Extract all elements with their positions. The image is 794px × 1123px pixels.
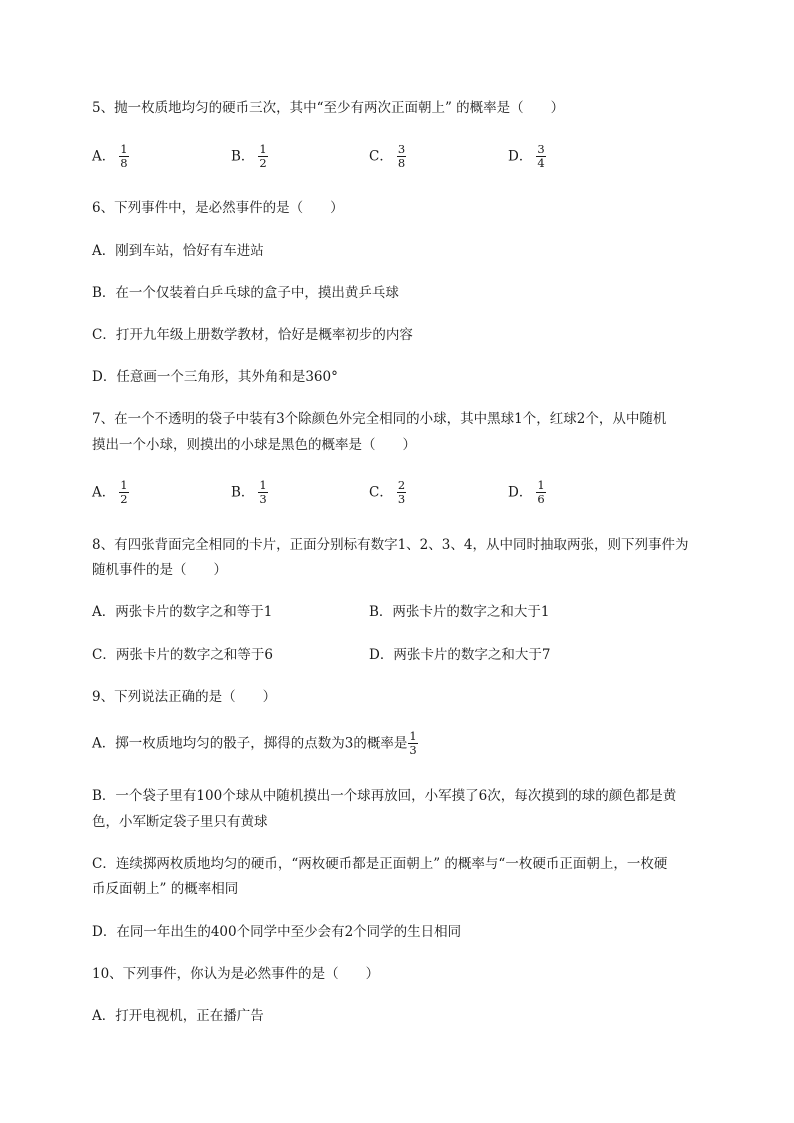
q6-option-b[interactable]: B．在一个仅装着白乒乓球的盒子中，摸出黄乒乓球	[92, 285, 399, 301]
option-label: B．	[231, 148, 255, 165]
option-label: D．	[508, 484, 533, 501]
q9-option-b-line2[interactable]: 色，小军断定袋子里只有黄球	[92, 814, 268, 830]
option-label: A．	[92, 148, 116, 165]
fraction	[119, 479, 128, 506]
option-label: B．	[231, 484, 255, 501]
numerator: 1	[120, 142, 128, 156]
q7-stem-line1: 7、在一个不透明的袋子中装有3个除颜色外完全相同的小球，其中黑球1个，红球2个，从中随机	[92, 411, 667, 427]
fraction	[536, 143, 545, 170]
q7-stem-line2: 摸出一个小球，则摸出的小球是黑色的概率是（ ）	[92, 437, 416, 453]
numerator: 3	[397, 142, 406, 156]
fraction	[258, 479, 267, 506]
q6-stem: 6、下列事件中，是必然事件的是（ ）	[92, 200, 344, 216]
fraction	[397, 143, 406, 170]
q7-option-b[interactable]	[231, 479, 268, 506]
fraction	[536, 479, 545, 506]
fraction	[397, 479, 406, 506]
denominator: 6	[537, 492, 545, 506]
q9-option-c-line2[interactable]: 币反面朝上” 的概率相同	[92, 881, 239, 897]
q5-option-c[interactable]	[369, 143, 406, 170]
q9-stem: 9、下列说法正确的是（ ）	[92, 689, 277, 705]
denominator: 3	[259, 492, 267, 506]
denominator: 2	[120, 492, 128, 506]
q10-option-a[interactable]: A．打开电视机，正在播广告	[92, 1008, 264, 1024]
q8-option-a[interactable]: A．两张卡片的数字之和等于1	[92, 604, 273, 620]
numerator: 1	[409, 729, 417, 743]
denominator: 3	[409, 743, 417, 757]
numerator: 2	[397, 478, 406, 492]
numerator: 1	[259, 142, 267, 156]
q7-option-a[interactable]	[92, 479, 129, 506]
fraction	[258, 143, 267, 170]
q7-option-d[interactable]	[508, 479, 546, 506]
q6-option-c[interactable]: C．打开九年级上册数学教材，恰好是概率初步的内容	[92, 327, 413, 343]
denominator: 8	[397, 156, 406, 170]
q9-option-a[interactable]	[92, 730, 418, 757]
denominator: 3	[397, 492, 406, 506]
q6-option-a[interactable]: A．刚到车站，恰好有车进站	[92, 243, 264, 259]
q8-option-d[interactable]: D．两张卡片的数字之和大于7	[369, 647, 551, 663]
q5-option-d[interactable]	[508, 143, 546, 170]
denominator: 2	[259, 156, 267, 170]
q8-option-b[interactable]: B．两张卡片的数字之和大于1	[369, 604, 550, 620]
q5-option-b[interactable]	[231, 143, 268, 170]
q9-option-b-line1[interactable]: B．一个袋子里有100个球从中随机摸出一个球再放回，小军摸了6次，每次摸到的球的颜色都是黄	[92, 788, 677, 804]
q8-stem-line1: 8、有四张背面完全相同的卡片，正面分别标有数字1、2、3、4，从中同时抽取两张，则下列事件为	[92, 537, 689, 553]
q10-stem: 10、下列事件，你认为是必然事件的是（ ）	[92, 966, 380, 982]
option-text: A．掷一枚质地均匀的骰子，掷得的点数为3的概率是	[92, 735, 408, 752]
q5-stem: 5、抛一枚质地均匀的硬币三次，其中“至少有两次正面朝上” 的概率是（ ）	[92, 100, 565, 116]
q8-stem-line2: 随机事件的是（ ）	[92, 562, 227, 578]
numerator: 3	[537, 142, 545, 156]
denominator: 8	[120, 156, 128, 170]
numerator: 1	[259, 478, 267, 492]
option-label: C．	[369, 484, 393, 501]
q6-option-d[interactable]: D．任意画一个三角形，其外角和是360°	[92, 369, 338, 385]
option-label: C．	[369, 148, 393, 165]
numerator: 1	[120, 478, 128, 492]
q9-option-c-line1[interactable]: C．连续掷两枚质地均匀的硬币，“两枚硬币都是正面朝上” 的概率与“一枚硬币正面朝上，一枚硬	[92, 856, 668, 872]
q7-option-c[interactable]	[369, 479, 406, 506]
option-label: A．	[92, 484, 116, 501]
q5-option-a[interactable]	[92, 143, 129, 170]
fraction	[408, 730, 417, 757]
fraction	[119, 143, 128, 170]
q9-option-d[interactable]: D．在同一年出生的400个同学中至少会有2个同学的生日相同	[92, 924, 462, 940]
numerator: 1	[537, 478, 545, 492]
q8-option-c[interactable]: C．两张卡片的数字之和等于6	[92, 647, 273, 663]
option-label: D．	[508, 148, 533, 165]
denominator: 4	[537, 156, 545, 170]
